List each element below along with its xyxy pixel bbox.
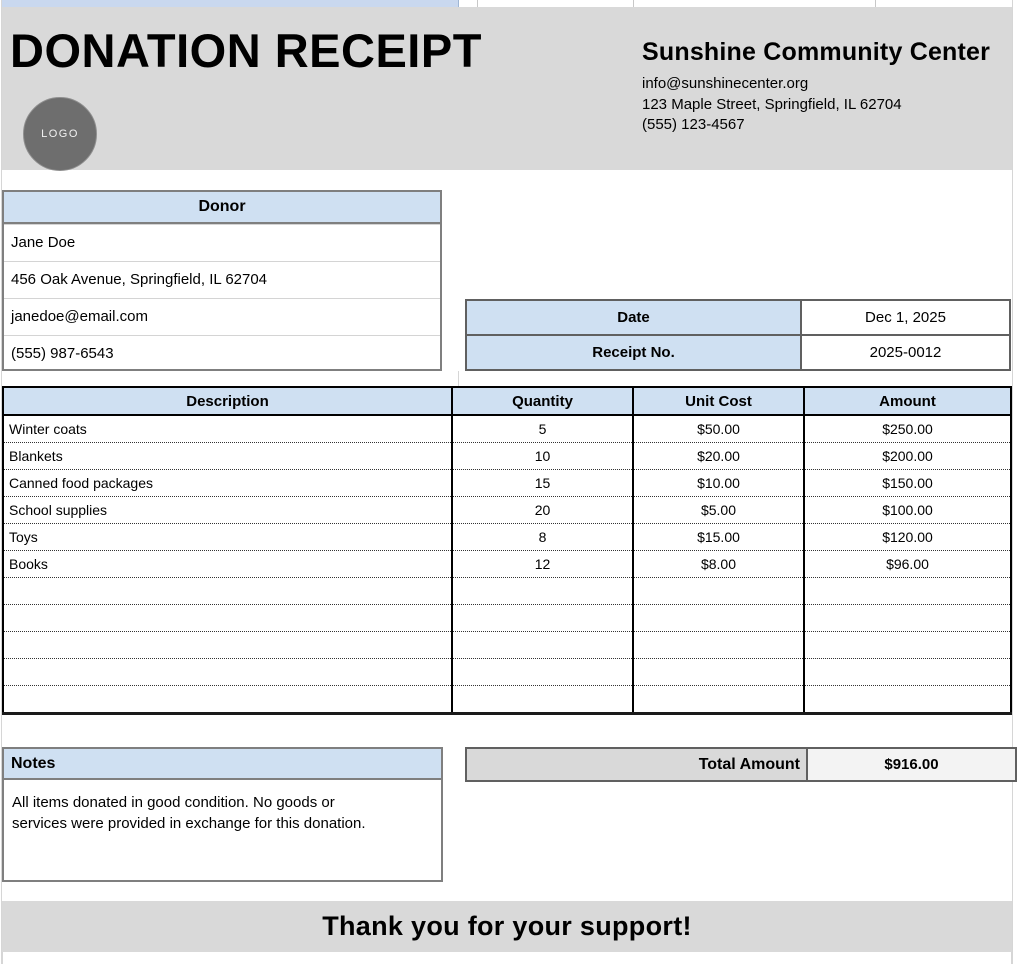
- logo-circle: [23, 97, 97, 171]
- item-unit-cost-cell[interactable]: $5.00: [633, 497, 804, 524]
- item-amount-cell[interactable]: $200.00: [804, 443, 1011, 470]
- date-row: [466, 300, 1010, 335]
- empty-cell[interactable]: [452, 686, 633, 714]
- item-description-cell[interactable]: Canned food packages: [3, 470, 452, 497]
- item-description-cell[interactable]: Books: [3, 551, 452, 578]
- sheet-gridline-right: [1012, 0, 1013, 964]
- item-quantity-cell[interactable]: 5: [452, 415, 633, 443]
- empty-cell[interactable]: [3, 605, 452, 632]
- empty-cell[interactable]: [633, 578, 804, 605]
- date-label: Date: [466, 300, 801, 335]
- total-row: [466, 748, 1016, 781]
- column-header-unit-cost: Unit Cost: [633, 387, 804, 415]
- empty-cell[interactable]: [3, 686, 452, 714]
- organization-email: info@sunshinecenter.org: [642, 75, 809, 92]
- notes-text: All items donated in good condition. No goods or services were provided in exchange for this donation.: [12, 794, 366, 832]
- item-description-cell[interactable]: Blankets: [3, 443, 452, 470]
- empty-cell[interactable]: [804, 686, 1011, 714]
- empty-item-row: [3, 578, 1011, 605]
- empty-cell[interactable]: [3, 632, 452, 659]
- item-row: [3, 551, 1011, 578]
- item-amount-cell[interactable]: $100.00: [804, 497, 1011, 524]
- donor-name-cell[interactable]: Jane Doe: [4, 224, 440, 261]
- donor-section-header: Donor: [4, 192, 440, 224]
- receipt-number-value-cell[interactable]: 2025-0012: [801, 335, 1010, 370]
- footer-band: [2, 901, 1012, 952]
- empty-cell[interactable]: [804, 659, 1011, 686]
- empty-cell[interactable]: [633, 686, 804, 714]
- bottom-sheet-row: [2, 952, 1012, 964]
- empty-cell[interactable]: [633, 605, 804, 632]
- notes-header: Notes: [4, 749, 441, 780]
- page-title: DONATION RECEIPT: [10, 24, 482, 77]
- items-header-row: [3, 387, 1011, 415]
- item-quantity-cell[interactable]: 8: [452, 524, 633, 551]
- column-header-description: Description: [3, 387, 452, 415]
- item-quantity-cell[interactable]: 12: [452, 551, 633, 578]
- total-label: Total Amount: [466, 748, 807, 781]
- donor-section: [2, 190, 442, 371]
- total-table: [465, 747, 1017, 782]
- donor-email-cell[interactable]: janedoe@email.com: [4, 298, 440, 335]
- item-row: [3, 443, 1011, 470]
- item-quantity-cell[interactable]: 15: [452, 470, 633, 497]
- empty-item-row: [3, 659, 1011, 686]
- items-table: [2, 386, 1012, 715]
- empty-cell[interactable]: [452, 578, 633, 605]
- empty-cell[interactable]: [3, 659, 452, 686]
- empty-cell[interactable]: [3, 578, 452, 605]
- notes-body-cell[interactable]: [4, 780, 441, 880]
- empty-cell[interactable]: [633, 632, 804, 659]
- organization-phone: (555) 123-4567: [642, 116, 745, 133]
- empty-cell[interactable]: [452, 659, 633, 686]
- item-unit-cost-cell[interactable]: $10.00: [633, 470, 804, 497]
- item-amount-cell[interactable]: $250.00: [804, 415, 1011, 443]
- item-description-cell[interactable]: Winter coats: [3, 415, 452, 443]
- date-value-cell[interactable]: Dec 1, 2025: [801, 300, 1010, 335]
- item-unit-cost-cell[interactable]: $15.00: [633, 524, 804, 551]
- notes-section: [2, 747, 443, 882]
- logo-placeholder-label: LOGO: [41, 128, 79, 140]
- item-description-cell[interactable]: Toys: [3, 524, 452, 551]
- empty-cell[interactable]: [633, 659, 804, 686]
- column-header-amount: Amount: [804, 387, 1011, 415]
- item-amount-cell[interactable]: $150.00: [804, 470, 1011, 497]
- empty-cell[interactable]: [804, 578, 1011, 605]
- empty-item-row: [3, 605, 1011, 632]
- thank-you-message: Thank you for your support!: [322, 911, 692, 941]
- top-sheet-gridline: [875, 0, 876, 7]
- item-row: [3, 524, 1011, 551]
- top-sheet-gridline: [633, 0, 634, 7]
- organization-name: Sunshine Community Center: [642, 38, 991, 66]
- item-quantity-cell[interactable]: 20: [452, 497, 633, 524]
- empty-cell[interactable]: [804, 605, 1011, 632]
- empty-cell[interactable]: [804, 632, 1011, 659]
- receipt-number-label: Receipt No.: [466, 335, 801, 370]
- empty-item-row: [3, 632, 1011, 659]
- item-row: [3, 497, 1011, 524]
- header-band: [2, 7, 1012, 170]
- item-row: [3, 470, 1011, 497]
- column-header-quantity: Quantity: [452, 387, 633, 415]
- item-row: [3, 415, 1011, 443]
- organization-address: 123 Maple Street, Springfield, IL 62704: [642, 95, 902, 113]
- organization-block: [642, 35, 992, 136]
- top-sheet-cell-blue: [2, 0, 459, 7]
- total-value-cell: $916.00: [807, 748, 1016, 781]
- top-sheet-gridline: [477, 0, 478, 7]
- empty-cell[interactable]: [452, 605, 633, 632]
- date-receipt-table: [465, 299, 1011, 371]
- empty-cell[interactable]: [452, 632, 633, 659]
- donor-phone-cell[interactable]: (555) 987-6543: [4, 335, 440, 372]
- item-description-cell[interactable]: School supplies: [3, 497, 452, 524]
- item-amount-cell[interactable]: $120.00: [804, 524, 1011, 551]
- item-unit-cost-cell[interactable]: $8.00: [633, 551, 804, 578]
- donor-address-cell[interactable]: 456 Oak Avenue, Springfield, IL 62704: [4, 261, 440, 298]
- receipt-number-row: [466, 335, 1010, 370]
- empty-item-row: [3, 686, 1011, 714]
- item-quantity-cell[interactable]: 10: [452, 443, 633, 470]
- sheet-gridline-segment: [458, 371, 459, 386]
- item-amount-cell[interactable]: $96.00: [804, 551, 1011, 578]
- item-unit-cost-cell[interactable]: $50.00: [633, 415, 804, 443]
- item-unit-cost-cell[interactable]: $20.00: [633, 443, 804, 470]
